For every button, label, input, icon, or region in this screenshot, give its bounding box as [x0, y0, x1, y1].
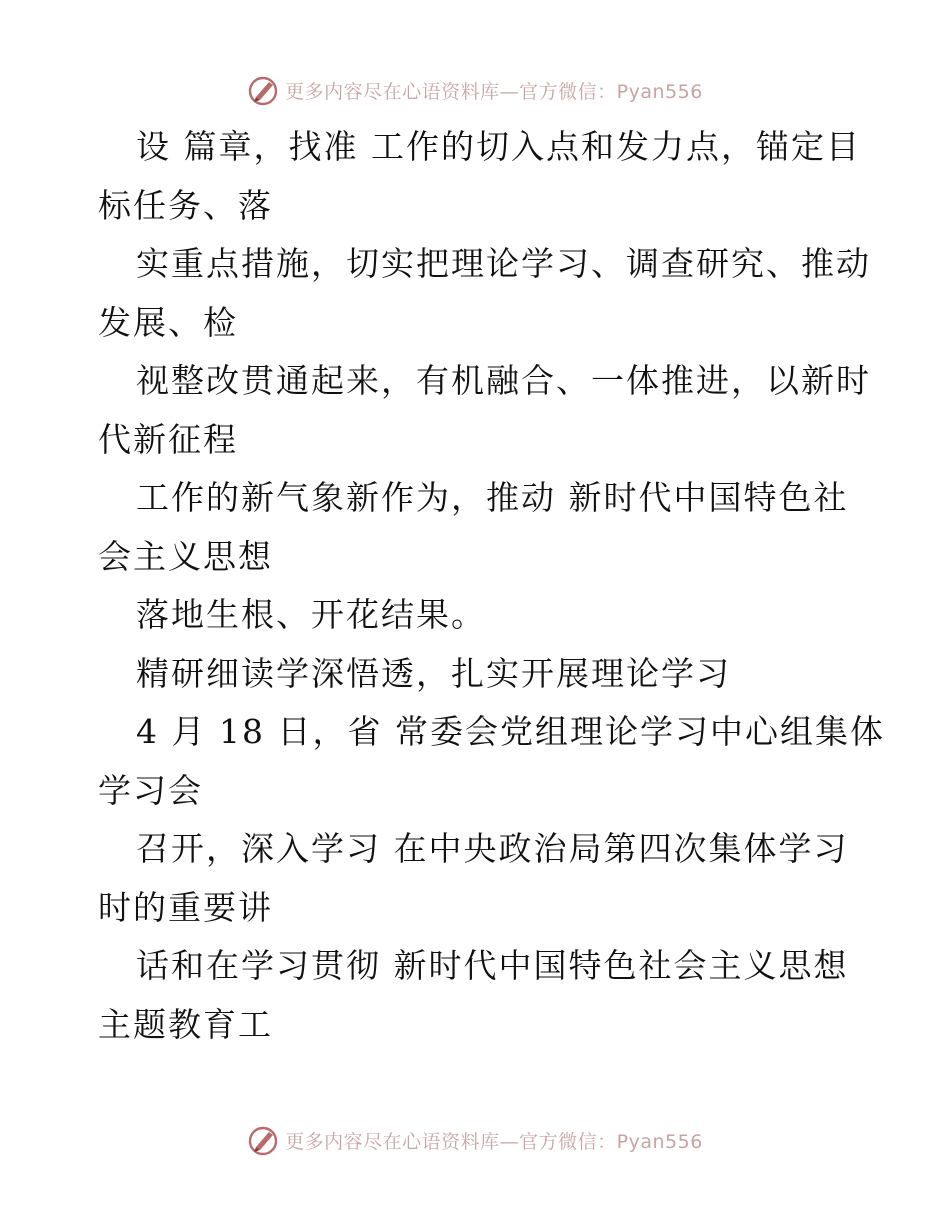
paragraph-1 [98, 118, 861, 235]
footer-banner-label: 更多内容尽在心语资料库—官方微信： [285, 1130, 617, 1153]
paragraph-8 [98, 820, 858, 937]
paragraph-4-line-1: 工作的新气象新作为，推动 新时代中国特色社 [136, 478, 849, 517]
header-banner-text [285, 77, 703, 104]
paragraph-4 [98, 469, 858, 586]
paragraph-8-line-2: 时的重要讲 [98, 887, 273, 927]
paragraph-1-line-2: 标任务、落 [98, 185, 273, 225]
section-heading [98, 645, 858, 704]
paragraph-2-line-2: 发展、检 [98, 302, 238, 342]
document-body [98, 118, 885, 1054]
paragraph-3 [98, 352, 871, 469]
paragraph-3-line-1: 视整改贯通起来，有机融合、一体推进，以新时 [136, 361, 871, 400]
section-heading-text: 精研细读学深悟透，扎实开展理论学习 [136, 653, 731, 693]
paragraph-9-line-2: 主题教育工 [98, 1004, 273, 1044]
footer-banner-text [285, 1127, 703, 1154]
paragraph-1-line-1: 设 篇章，找准 工作的切入点和发力点，锚定目 [136, 127, 861, 166]
paragraph-5-line-1: 落地生根、开花结果。 [136, 595, 486, 634]
pen-logo-icon [247, 73, 281, 107]
paragraph-2-line-1: 实重点措施，切实把理论学习、调查研究、推动 [136, 244, 871, 283]
paragraph-7 [98, 703, 885, 820]
footer-wechat-id: Pyan556 [616, 1130, 703, 1153]
pen-logo-icon [247, 1123, 281, 1157]
footer-banner [0, 1120, 950, 1160]
paragraph-7-line-2: 学习会 [98, 770, 203, 810]
header-banner [0, 70, 950, 110]
paragraph-8-line-1: 召开，深入学习 在中央政治局第四次集体学习 [136, 829, 849, 868]
paragraph-7-line-1: 4 月 18 日，省 常委会党组理论学习中心组集体 [136, 712, 885, 751]
paragraph-2 [98, 235, 871, 352]
paragraph-3-line-2: 代新征程 [98, 419, 238, 459]
header-banner-label: 更多内容尽在心语资料库—官方微信： [285, 80, 617, 103]
paragraph-9 [98, 937, 858, 1054]
paragraph-5 [98, 586, 858, 645]
header-wechat-id: Pyan556 [616, 80, 703, 103]
paragraph-9-line-1: 话和在学习贯彻 新时代中国特色社会主义思想 [136, 946, 849, 985]
paragraph-4-line-2: 会主义思想 [98, 536, 273, 576]
